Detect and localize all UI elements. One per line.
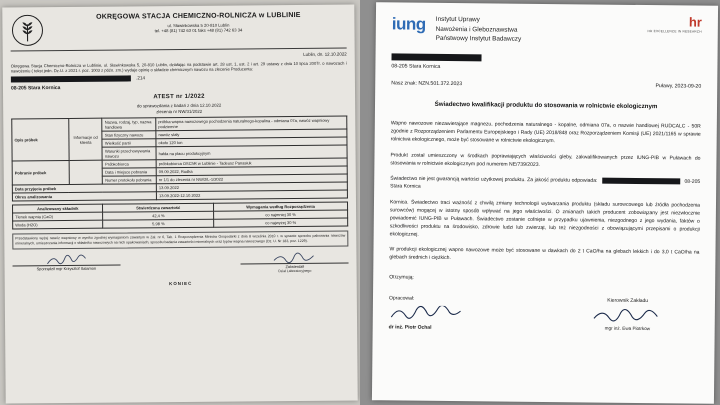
row-field: Data i miejsce pobrania (103, 168, 157, 176)
signature-label: Kierownik Zakładu (607, 298, 649, 305)
institute-line-3: Państwowy Instytut Badawczy (435, 35, 522, 43)
certificate-paragraph-4: Kornica. Świadectwo traci ważność z chwilą zmiany technologii wytwarzania produktu (składu surowcowego lub źródła pochodzenia surowców) mogącej w istotny sposób wpływać na jego właściwości. O zmianach takich producent zobowiązany jest niezwłocznie powiadomić IUNG-PIB w Puławach. Świadectwo zostanie cofnięte w przypadku ujawnienia, niezgodnego z jego wydania, faktów o szkodliwości produktu na środowisko, zdrowie ludzi lub zwierząt, lub też niezgodności z obowiązującymi przepisami o produkcji ekologicznej. (389, 199, 701, 238)
col-analyte: Analizowany składnik (13, 205, 104, 214)
table-row (12, 191, 347, 202)
row-value: 09.09.2022, Rudka (156, 167, 347, 177)
row-value: próbka wapna nawozowego pochodzenia naturalnego-kopalina - odmiana 07a, nawóz wapniowy podziemne (156, 117, 347, 132)
left-signature-row (13, 262, 349, 276)
atest-sub-line-2: zlecenia nr NW/31/2022 (156, 108, 203, 114)
row-sub (69, 161, 103, 185)
hr-tagline: HR EXCELLENCE IN RESEARCH (647, 29, 702, 34)
atest-sub-line-1: do sprawozdania z badań z dnia 12.10.2022 (136, 102, 222, 109)
responsibility-text: Świadectwo nie jest gwarancją wartości użytkowej produktu. Za jakość produktu odpowiada: (390, 176, 598, 185)
row-field: Stan fizyczny nawozu (102, 131, 156, 139)
left-org-title: OKRĘGOWA STACJA CHEMICZNO-ROLNICZA w LUBLINIE (96, 11, 301, 21)
header-divider (11, 48, 347, 52)
signature-scribble-icon (389, 305, 464, 321)
row-value: 13.09.2022-12.10.2022 (156, 191, 347, 201)
row-sub: Informacje od klienta (69, 119, 103, 161)
signature-scribble-icon (590, 307, 665, 323)
right-signature-row (389, 296, 699, 335)
signature-scribble-icon (273, 250, 317, 264)
results-table (12, 202, 348, 230)
institute-name (436, 13, 638, 46)
signature-scribble-icon (44, 252, 88, 266)
atest-title: ATEST nr 1/2022 (153, 94, 205, 101)
institute-line-2: Nawożenia i Gleboznawstwa (435, 25, 518, 34)
required-value: 30 % (286, 212, 296, 218)
wheat-emblem-icon (10, 13, 44, 47)
row-value: próbkobiorca OSChR w Lublinie - Tadeusz Panasiuk (156, 159, 347, 169)
signature-block-author (389, 296, 532, 333)
reference-row (391, 80, 701, 91)
sample-description-table (11, 116, 348, 202)
row-field: Numer protokołu pobrania (103, 176, 157, 184)
certificate-paragraph-5: W produkcji ekologicznej wapno nawozowe może być stosowane w dawkach do 2 t CaO/ha na glebach lekkich i do 3,0 t CaO/ha na glebach średnich i ciężkich. (389, 246, 700, 262)
row-value: około 120 ton (156, 138, 347, 148)
row-value: nr 1/1 do zlecenia nr NW/2/L-1/2022 (156, 175, 347, 185)
left-org-address-1: ul. Sławinkowska 5 20-810 Lublin (167, 22, 230, 28)
recipients-label: Otrzymują: (389, 274, 414, 281)
recipient-block (391, 53, 701, 74)
signature-block-head (556, 297, 699, 334)
analyte-required (214, 219, 348, 228)
certificate-paragraph-1: Wapno nawozowe niezawierające magnezu, pochodzenia naturalnego - kopalne, odmiana 07a, o nazwie handlowej RUDCALC - 50R zgodnie z Rozporządzeniem Parlamentu Europejskiego i Rady (UE) 2018/848 oraz Rozporządzeniem Komisji (UE) 2021/1165 w sprawie rolnictwa ekologicznego, może być stosowane w rolnictwie ekologicznym. (390, 120, 701, 145)
row-field: Nazwa, rodzaj, typ, nazwa handlowa (102, 118, 156, 131)
head-name: mgr inż. Ewa Piotrkow (604, 325, 651, 331)
signature-caption: Sporządził mgr Krzysztof Salamon (13, 264, 121, 272)
row-label: Opis próbek (12, 119, 69, 161)
responsible-address: 08-205 Stara Kornica (390, 179, 701, 191)
hr-excellence-badge (648, 15, 702, 34)
author-name: dr inż. Piotr Ochal (388, 324, 432, 331)
certificate-paragraph-3 (390, 176, 700, 195)
required-label: co najwyżej (265, 220, 286, 226)
col-found: Stwierdzona zawartość (103, 204, 214, 213)
analyte-found: 42,4 % (103, 212, 214, 221)
required-label: co najmniej (265, 212, 286, 218)
required-value: 30 % (286, 220, 297, 226)
certificate-paragraph-2: Produkt został umieszczony w środkach poprawiających właściwości gleby, zakwalifikowanych przez IUNG-PIB w Puławach do stosowania w rolnictwie ekologicznym pod numerem NE/739/2023. (390, 152, 701, 168)
analyte-found: 5,98 % (103, 220, 214, 229)
redaction-bar (391, 53, 481, 61)
signature-subcaption: Dział Laboratoryjnego (278, 269, 312, 274)
left-header (10, 11, 346, 48)
right-header (392, 12, 702, 46)
producer-address: 08-205 Stara Kornica (10, 85, 61, 92)
certificate-page (372, 2, 718, 404)
row-value: 13.09.2022 (156, 183, 347, 193)
row-value: hałda na placu produkcyjnym (156, 146, 347, 161)
row-field: Wielkość partii (102, 139, 156, 147)
right-document-panel (360, 0, 720, 405)
iung-logo: iung (391, 14, 426, 34)
col-required: Wymagania według Rozporządzenia (213, 203, 347, 212)
certificate-title: Świadectwo kwalifikacji produktu do stosowania w rolnictwie ekologicznym (434, 101, 658, 111)
reference-number: Nasz znak: NZN.501.372.2023 (391, 80, 463, 87)
analyte-name: Tlenek wapnia (CaO) (13, 213, 104, 222)
redaction-bar (602, 178, 680, 185)
analyte-name: Woda (H2O) (13, 221, 104, 230)
signature-caption: Zatwierdził (241, 262, 349, 270)
left-org-address-2: tel. +48 (81) 742 63 01 faks +48 (81) 742 63 34 (154, 27, 243, 34)
hr-logo: hr (688, 14, 702, 30)
signature-block-preparer (13, 264, 121, 276)
row-label: Data przyjęcia próbek (12, 184, 156, 193)
row-label: Okres analizowania (12, 192, 156, 201)
institute-line-1: Instytut Uprawy (435, 15, 480, 24)
producer-redaction-row (11, 74, 347, 83)
end-marker: KONIEC (169, 280, 193, 286)
row-value: nawóz stały (156, 130, 347, 140)
left-intro-paragraph: Okręgowa Stacja Chemiczno-Rolnicza w Lublinie, ul. Sławinkowska 5, 20-810 Lublin, działając na podstawie art. 28 ust. 1, ust. 2 i art. 29 ustawy z dnia 10 lipca 2007r. o nawozach i nawożeniu ( tekst jedn. Dz.U. z 2021 r. poz. 1003 z późn. zm.) wydaje opinię o składzie chemicznym nawozu na zlecenie Producenta: (10, 60, 347, 74)
recipient-address: 08-205 Stara Kornica (391, 63, 441, 71)
signature-block-approver (241, 262, 349, 274)
row-label: Pobranie próbek (12, 161, 69, 185)
row-field: Próbkobiorca (103, 160, 157, 168)
left-footnote: Przedstawiony wyżej nawóz wapniowy w wyniku zgodnej wymaganiom zawartym w Zał. nr 6, Tab. 1 Rozporządzenia Ministra Gospodarki z dnia 8 września 2010 r. w sprawie sposobu pakowania nawozów mineralnych, umieszczania informacji o składniku nawozowych na nich opakowaniach, sposobu badania zawartości mineralnych oraz typów wapna nawozowego (Dz. U. Nr 183, poz. 1229). (12, 231, 348, 249)
producer-number: .214 (136, 75, 146, 81)
left-date-line: Lublin, dn. 12.10.2022 (303, 51, 347, 57)
table-row (13, 219, 348, 230)
place-and-date: Puławy, 2023-09-20 (655, 82, 702, 90)
redaction-bar (11, 76, 131, 83)
atest-page (2, 4, 357, 403)
row-field: Warunki przechowywania nawozu (102, 147, 156, 160)
signature-label: Opracował: (388, 295, 415, 302)
